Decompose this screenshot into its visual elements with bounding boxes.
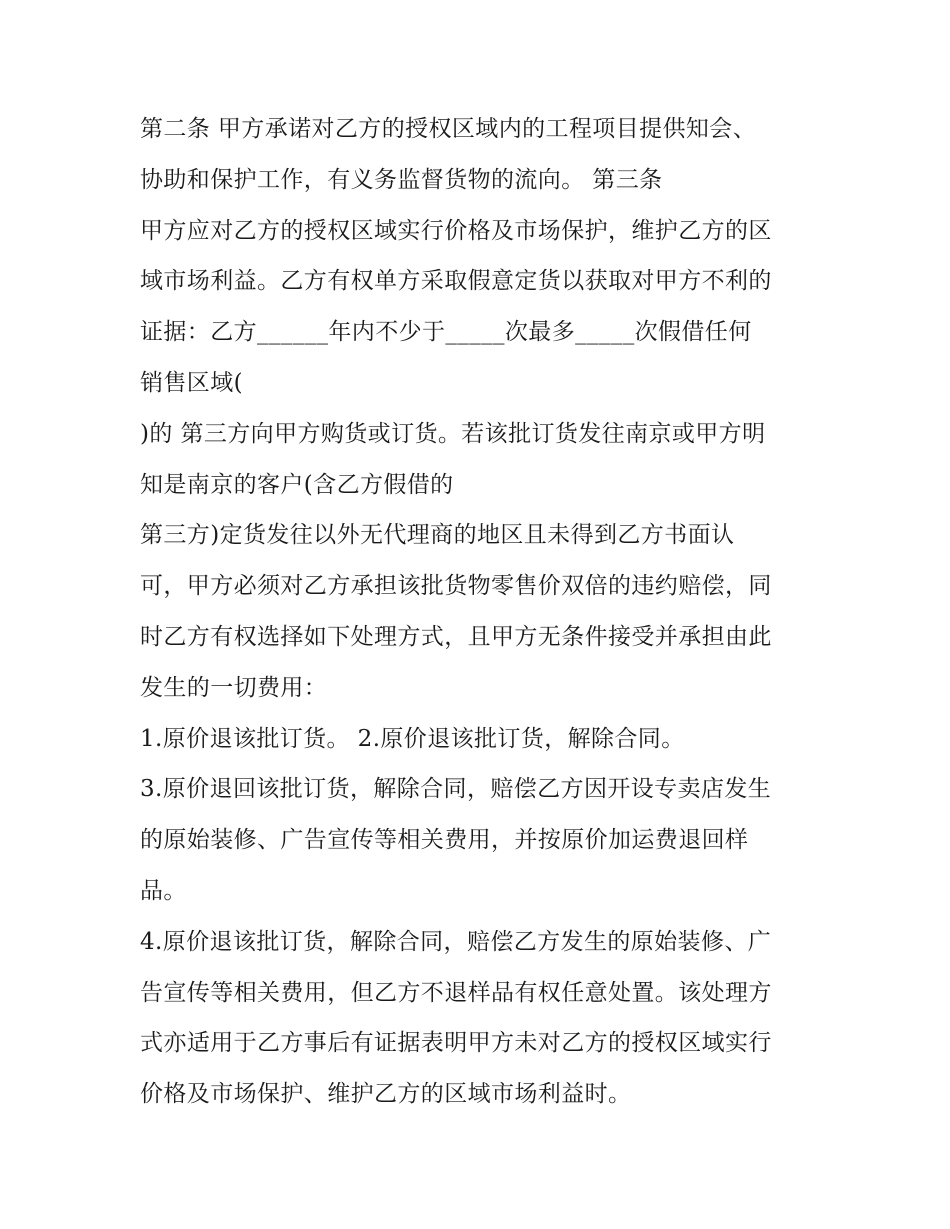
text-line-5: 证据：乙方______年内不少于_____次最多_____次假借任何 [140, 319, 752, 346]
text-line-7: )的 第三方向甲方购货或订货。若该批订货发往南京或甲方明 [140, 420, 766, 447]
text-line-9: 第三方)定货发往以外无代理商的地区且未得到乙方书面认 [140, 522, 735, 549]
text-line-3: 甲方应对乙方的授权区域实行价格及市场保护，维护乙方的区 [140, 217, 772, 244]
text-line-18: 告宣传等相关费用，但乙方不退样品有权任意处置。该处理方 [140, 979, 772, 1006]
text-line-13: 1.原价退该批订货。 2.原价退该批订货，解除合同。 [140, 725, 685, 752]
text-line-11: 时乙方有权选择如下处理方式，且甲方无条件接受并承担由此 [140, 623, 772, 650]
text-line-8: 知是南京的客户(含乙方假借的 [140, 471, 454, 498]
document-page [140, 104, 830, 1120]
text-line-4: 域市场利益。乙方有权单方采取假意定货以获取对甲方不利的 [140, 268, 772, 295]
text-line-1: 第二条 甲方承诺对乙方的授权区域内的工程项目提供知会、 [140, 116, 757, 142]
text-line-10: 可，甲方必须对乙方承担该批货物零售价双倍的违约赔偿，同 [140, 573, 772, 600]
text-line-15: 的原始装修、广告宣传等相关费用，并按原价加运费退回样 [140, 827, 749, 854]
text-line-20: 价格及市场保护、维护乙方的区域市场利益时。 [140, 1081, 632, 1108]
text-line-14: 3.原价退回该批订货，解除合同，赔偿乙方因开设专卖店发生 [140, 776, 772, 803]
text-line-19: 式亦适用于乙方事后有证据表明甲方未对乙方的授权区域实行 [140, 1030, 772, 1057]
text-line-17: 4.原价退该批订货，解除合同，赔偿乙方发生的原始装修、广 [140, 928, 772, 955]
text-line-2: 协助和保护工作，有义务监督货物的流向。 第三条 [140, 166, 663, 193]
text-line-16: 品。 [140, 877, 187, 904]
text-line-12: 发生的一切费用： [140, 674, 328, 701]
text-line-6: 销售区域( [140, 369, 243, 396]
